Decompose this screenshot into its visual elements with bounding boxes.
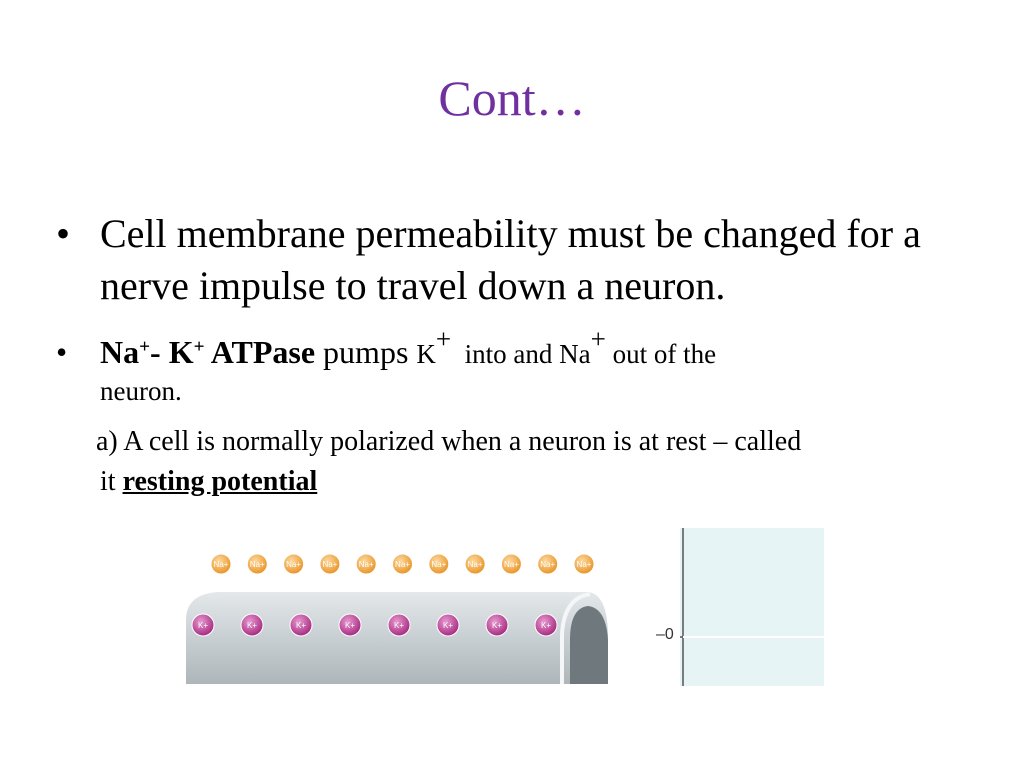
k-ion	[535, 614, 557, 636]
atpase-label: ATPase	[204, 334, 316, 370]
svg-text:Na+: Na+	[431, 560, 447, 569]
k-ion	[241, 614, 263, 636]
k-ion	[388, 614, 410, 636]
tube-opening	[570, 606, 608, 684]
svg-text:K+: K+	[344, 621, 356, 630]
svg-text:K+: K+	[442, 621, 454, 630]
k-ion	[290, 614, 312, 636]
na-ion	[501, 554, 521, 574]
na-ion-charge: +	[590, 324, 606, 355]
na-ion	[320, 554, 340, 574]
potential-graph-panel	[680, 528, 824, 686]
membrane-tube	[186, 592, 608, 684]
k-ion	[192, 614, 214, 636]
svg-text:Na+: Na+	[503, 560, 519, 569]
bullet-continuation: neuron.	[100, 376, 182, 406]
k-ion	[486, 614, 508, 636]
k-ion	[437, 614, 459, 636]
svg-text:Na+: Na+	[395, 560, 410, 569]
na-ion	[284, 554, 304, 574]
na-ion	[247, 554, 267, 574]
pumps-text: pumps	[315, 334, 417, 370]
svg-text:Na+: Na+	[322, 560, 338, 569]
potential-graph	[680, 528, 824, 686]
k-label: - K	[150, 334, 194, 370]
na-ion	[356, 554, 376, 574]
svg-text:K+: K+	[540, 621, 552, 630]
svg-text:Na+: Na+	[467, 560, 483, 569]
bullet-marker: •	[56, 334, 68, 370]
svg-text:K+: K+	[295, 621, 307, 630]
k-charge: +	[193, 336, 205, 358]
svg-text:Na+: Na+	[576, 560, 592, 569]
svg-text:Na+: Na+	[249, 560, 265, 569]
svg-text:Na+: Na+	[213, 560, 229, 569]
resting-potential-term: resting potential	[122, 466, 318, 497]
zero-axis-label: –0	[656, 626, 674, 643]
na-ion	[393, 554, 413, 574]
slide-title: Cont…	[438, 70, 586, 126]
neuron-axon-diagram	[178, 528, 618, 690]
na-ion	[465, 554, 485, 574]
sub-point-it: it	[100, 466, 123, 497]
sub-point-resting	[96, 422, 976, 502]
na-label: Na	[100, 334, 140, 370]
na-ion	[211, 554, 231, 574]
svg-text:Na+: Na+	[540, 560, 556, 569]
svg-text:K+: K+	[491, 621, 503, 630]
na-ion	[429, 554, 449, 574]
bullet-text: Cell membrane permeability must be changed for a nerve impulse to travel down a neuron.	[100, 211, 921, 308]
na-ion	[538, 554, 558, 574]
out-of-text: out of the	[605, 339, 717, 369]
k-ion	[339, 614, 361, 636]
into-and-text: into and Na	[451, 339, 591, 369]
bullet-marker: •	[56, 211, 71, 256]
bullet-membrane-permeability	[56, 208, 956, 312]
sub-point-text: a) A cell is normally polarized when a neuron is at rest – called	[96, 426, 802, 457]
bullet-text	[100, 324, 956, 407]
na-charge: +	[139, 336, 151, 358]
na-ion	[574, 554, 594, 574]
svg-text:K+: K+	[197, 621, 209, 630]
svg-text:K+: K+	[246, 621, 258, 630]
k-ion-charge: +	[435, 324, 452, 355]
bullet-atpase-pump	[56, 324, 956, 407]
k-ion-text: K	[416, 339, 436, 369]
svg-text:Na+: Na+	[358, 560, 374, 569]
sub-point-continuation	[100, 462, 976, 502]
svg-text:Na+: Na+	[286, 560, 302, 569]
svg-text:K+: K+	[393, 621, 405, 630]
